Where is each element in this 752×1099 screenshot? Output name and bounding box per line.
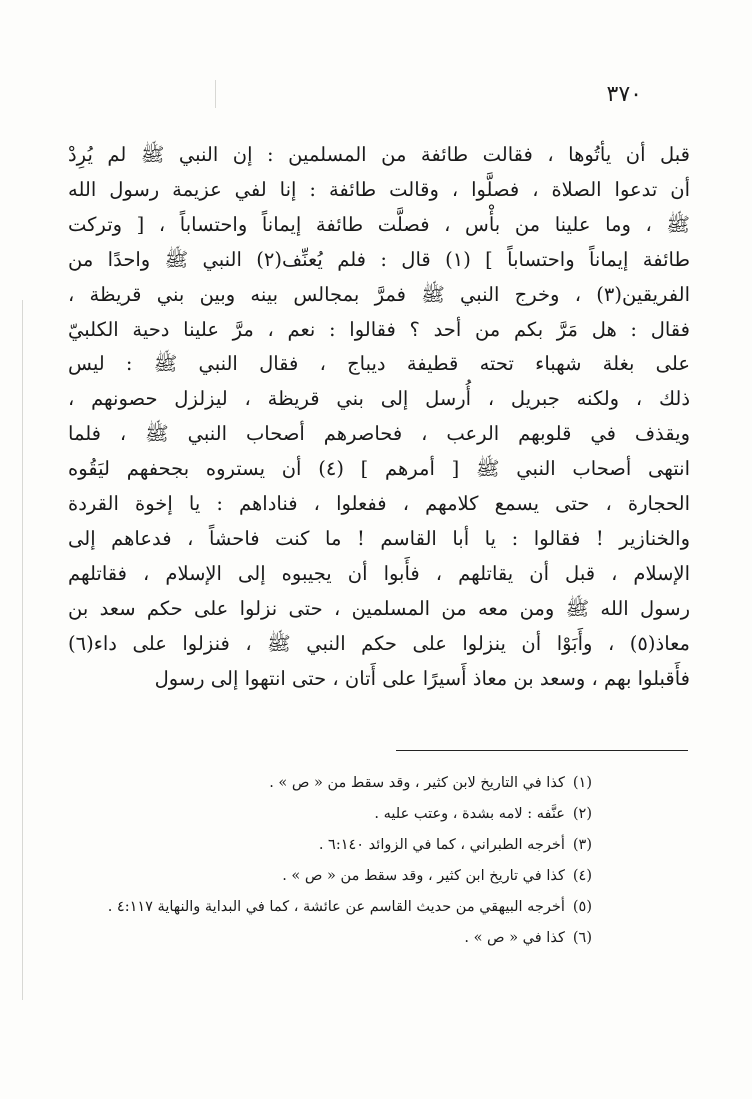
footnote xyxy=(72,892,592,923)
footnote xyxy=(72,768,592,799)
footnotes-list xyxy=(72,768,592,954)
footnote xyxy=(72,861,592,892)
body-line: على بغلة شهباء تحته قطيفة ديباج ، فقال النبي ﷺ : ليس xyxy=(68,352,690,376)
footnote-number: (٤) xyxy=(572,868,592,884)
body-line: ذلك ، ولكنه جبريل ، أُرسل إلى بني قريظة ، ليزلزل حصونهم ، xyxy=(68,387,690,411)
footnote-text: كذا في « ص » . xyxy=(464,930,565,946)
body-line: طائفة إيماناً واحتساباً ] (١) قال : فلم يُعنِّف(٢) النبي ﷺ واحدًا من xyxy=(68,247,690,271)
page-number: ٣٧٠ xyxy=(606,82,642,107)
body-line: رسول الله ﷺ ومن معه من المسلمين ، حتى نزلوا على حكم سعد بن xyxy=(68,596,690,620)
footnote-text: أخرجه البيهقي من حديث القاسم عن عائشة ، كما في البداية والنهاية ٤:١١٧ . xyxy=(107,899,565,915)
body-text xyxy=(68,138,690,697)
body-line: الإسلام ، قبل أن يقاتلهم ، فأَبوا أن يجيبوه إلى الإسلام ، فقاتلهم xyxy=(68,561,690,585)
footnote-number: (٣) xyxy=(572,837,592,853)
body-line: فأَقبلوا بهم ، وسعد بن معاذ أَسيرًا على أَتان ، حتى انتهوا إلى رسول xyxy=(154,666,690,690)
body-line: ويقذف في قلوبهم الرعب ، فحاصرهم أصحاب النبي ﷺ ، فلما xyxy=(68,422,690,446)
body-line: ﷺ ، وما علينا من بأْس ، فصلَّت طائفة إيماناً واحتساباً ، [ وتركت xyxy=(68,212,690,236)
body-line: قبل أن يأتُوها ، فقالت طائفة من المسلمين : إن النبي ﷺ لم يُرِدْ xyxy=(68,143,690,166)
footnote-number: (١) xyxy=(572,775,592,791)
body-line: الحجارة ، حتى يسمع كلامهم ، ففعلوا ، فناداهم : يا إخوة القردة xyxy=(68,492,690,516)
footnote xyxy=(72,923,592,954)
footnote xyxy=(72,830,592,861)
body-line: والخنازير ! فقالوا : يا أبا القاسم ! ما كنت فاحشاً ، فدعاهم إلى xyxy=(68,526,690,550)
scan-edge-mark xyxy=(215,80,216,108)
footnote xyxy=(72,799,592,830)
body-line: انتهى أصحاب النبي ﷺ [ أمرهم ] (٤) أن يستروه بجحفهم ليَقُوه xyxy=(68,457,691,481)
scan-edge-mark xyxy=(22,300,23,1000)
footnote-number: (٦) xyxy=(572,930,592,946)
footnote-divider xyxy=(396,750,688,751)
footnote-text: عنَّفه : لامه بشدة ، وعتب عليه . xyxy=(374,806,565,822)
footnote-text: كذا في التاريخ لابن كثير ، وقد سقط من « ص » . xyxy=(269,775,565,791)
footnote-text: كذا في تاريخ ابن كثير ، وقد سقط من « ص » . xyxy=(282,868,565,884)
body-line: أن تدعوا الصلاة ، فصلَّوا ، وقالت طائفة : إنا لفي عزيمة رسول الله xyxy=(68,177,690,201)
footnote-number: (٥) xyxy=(572,899,592,915)
body-line: الفريقين(٣) ، وخرج النبي ﷺ فمرَّ بمجالس بينه وبين بني قريظة ، xyxy=(68,282,690,306)
body-line: فقال : هل مَرَّ بكم من أحد ؟ فقالوا : نعم ، مرَّ علينا دحية الكلبيّ xyxy=(68,317,690,341)
body-line: معاذ(٥) ، وأَبَوْا أن ينزلوا على حكم النبي ﷺ ، فنزلوا على داء(٦) xyxy=(68,631,690,655)
footnote-text: أخرجه الطبراني ، كما في الزوائد ٦:١٤٠ . xyxy=(318,837,565,853)
footnote-number: (٢) xyxy=(572,806,592,822)
